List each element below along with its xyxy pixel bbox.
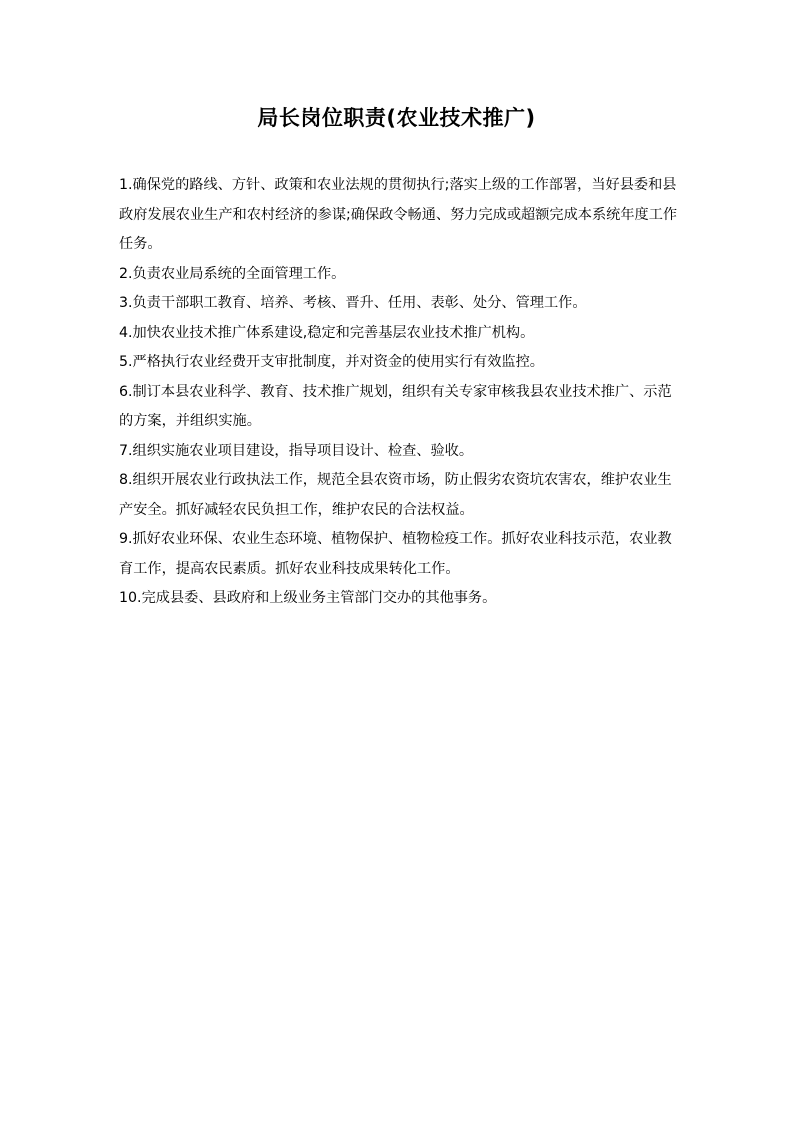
duty-item-4: 4.加快农业技术推广体系建设,稳定和完善基层农业技术推广机构。 [119,324,535,341]
document-title: 局长岗位职责(农业技术推广) [257,106,536,130]
document-body [119,171,679,614]
duty-item-9: 9.抓好农业环保、农业生态环境、植物保护、植物检疫工作。抓好农业科技示范，农业教育工作，提高农民素质。抓好农业科技成果转化工作。 [119,531,672,577]
duty-item-5: 5.严格执行农业经费开支审批制度，并对资金的使用实行有效监控。 [119,354,544,370]
duty-item-8: 8.组织开展农业行政执法工作，规范全县农资市场，防止假劣农资坑农害农，维护农业生产安全。抓好减轻农民负担工作，维护农民的合法权益。 [119,472,672,518]
duty-item-2: 2.负责农业局系统的全面管理工作。 [119,265,346,282]
duty-item-6: 6.制订本县农业科学、教育、技术推广规划，组织有关专家审核我县农业技术推广、示范的方案，并组织实施。 [119,383,672,429]
duty-item-10: 10.完成县委、县政府和上级业务主管部门交办的其他事务。 [119,590,497,606]
duty-item-3: 3.负责干部职工教育、培养、考核、晋升、任用、表彰、处分、管理工作。 [119,295,587,311]
duty-item-1: 1.确保党的路线、方针、政策和农业法规的贯彻执行;落实上级的工作部署，当好县委和县政府发展农业生产和农村经济的参谋;确保政令畅通、努力完成或超额完成本系统年度工作任务。 [119,177,678,252]
duty-item-7: 7.组织实施农业项目建设，指导项目设计、检查、验收。 [119,442,474,459]
